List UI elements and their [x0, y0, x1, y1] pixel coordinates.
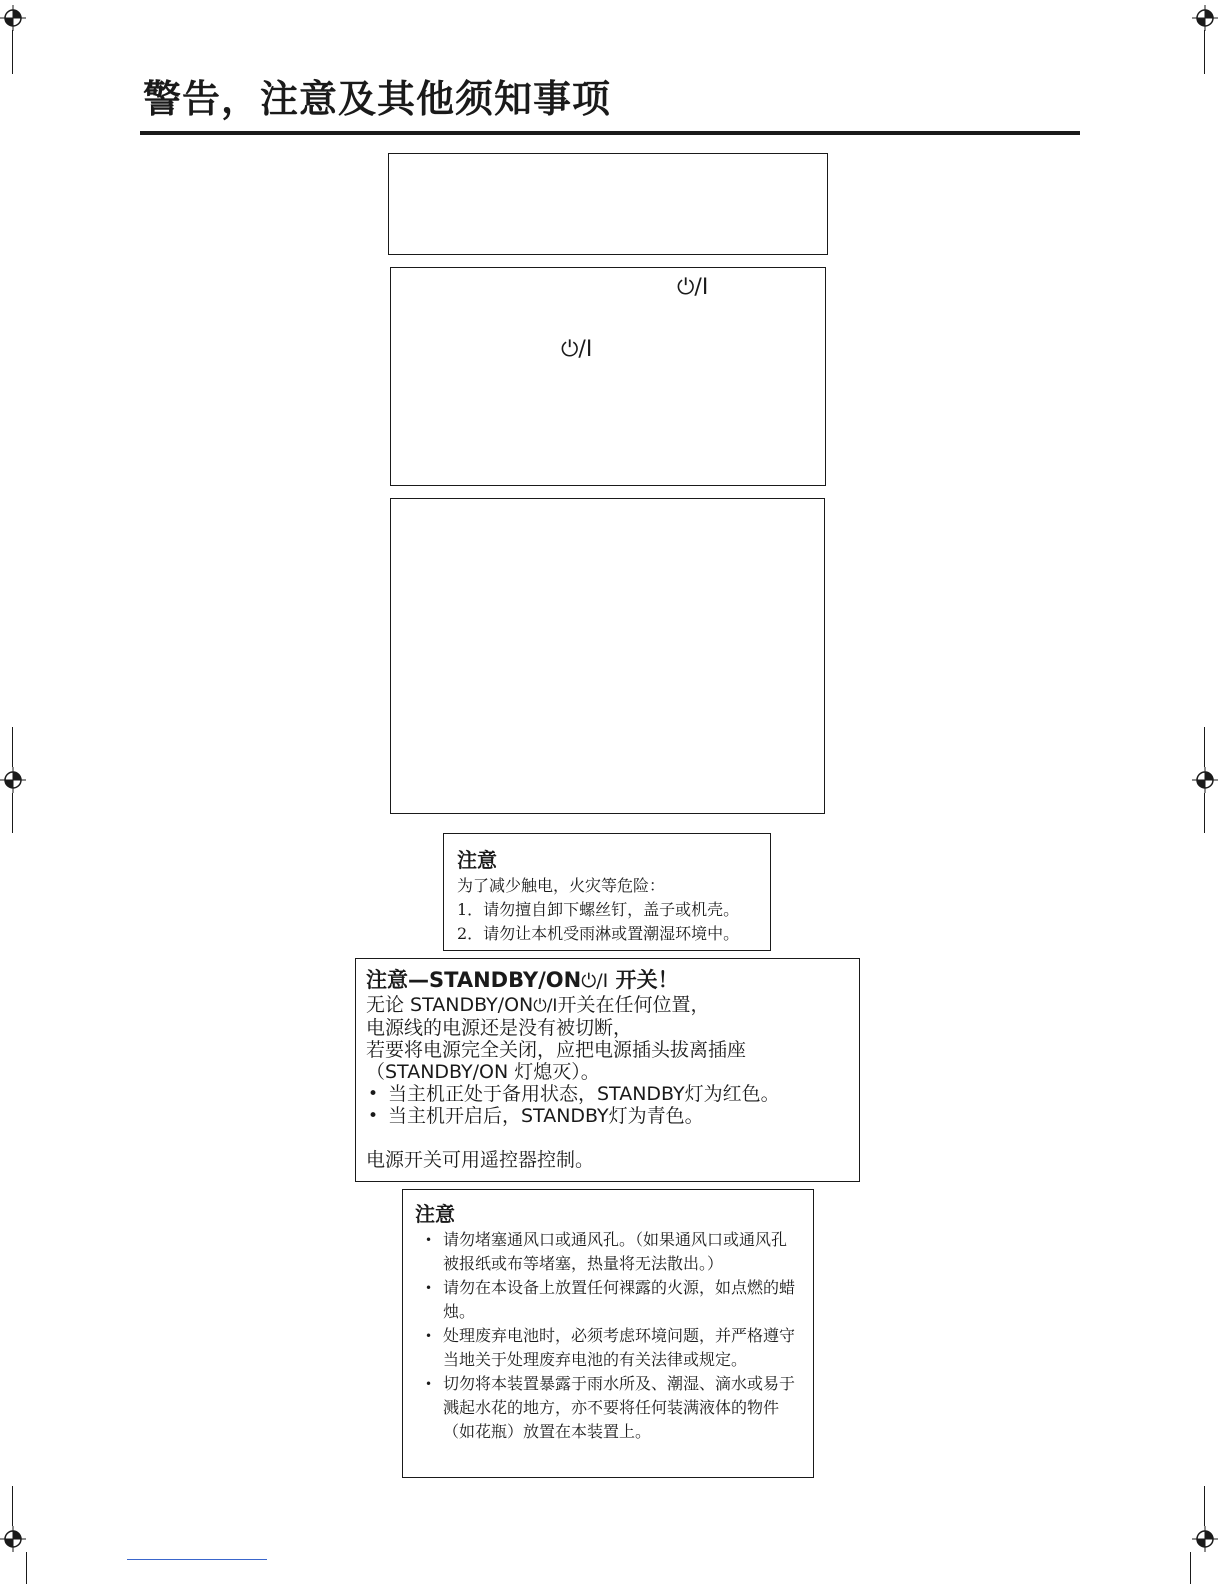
registration-mark-top-left	[0, 5, 26, 31]
caution-item: • 处理废弃电池时，必须考虑环境问题，并严格遵守当地关于处理废弃电池的有关法律或规定。	[415, 1324, 801, 1372]
power-symbol-icon: ⏻/I	[581, 970, 609, 992]
standby-line	[366, 994, 859, 1017]
standby-line: 电源线的电源还是没有被切断，	[366, 1017, 633, 1039]
page-title: 警告，注意及其他须知事项	[143, 77, 612, 121]
warning-box-2	[390, 267, 826, 486]
warning-box-1	[388, 153, 828, 255]
caution-box-shock	[443, 833, 771, 951]
crop-line	[1204, 727, 1205, 767]
crop-line	[12, 793, 13, 833]
crop-line	[1204, 30, 1205, 74]
registration-mark-mid-right	[1192, 767, 1218, 793]
registration-mark-bottom-left	[0, 1526, 26, 1552]
caution-list	[415, 1228, 801, 1444]
power-symbol-icon: ⏻/I	[561, 337, 593, 362]
crop-line	[12, 727, 13, 767]
registration-mark-top-right	[1192, 5, 1218, 31]
standby-bullet: • 当主机开启后，STANDBY灯为青色。	[366, 1105, 859, 1127]
title-rule	[140, 131, 1080, 135]
standby-bullet: • 当主机正处于备用状态，STANDBY灯为红色。	[366, 1083, 859, 1105]
crop-line	[12, 1486, 13, 1526]
registration-mark-bottom-right	[1192, 1526, 1218, 1552]
standby-heading-suffix: 开关！	[615, 968, 679, 992]
crop-line	[12, 30, 13, 74]
footer-line	[127, 1559, 267, 1560]
caution-box-ventilation	[402, 1189, 814, 1478]
caution-line: 1．请勿擅自卸下螺丝钉，盖子或机壳。	[457, 900, 740, 919]
crop-line	[26, 1552, 27, 1584]
crop-line	[1204, 793, 1205, 833]
standby-heading	[366, 967, 859, 994]
crop-line	[1204, 1486, 1205, 1526]
caution-line: 2．请勿让本机受雨淋或置潮湿环境中。	[457, 924, 740, 943]
standby-heading-prefix: 注意—STANDBY/ON	[366, 968, 582, 992]
standby-footer: 电源开关可用遥控器控制。	[366, 1149, 595, 1171]
registration-mark-mid-left	[0, 767, 26, 793]
caution-item: • 请勿在本设备上放置任何裸露的火源，如点燃的蜡烛。	[415, 1276, 801, 1324]
standby-line: （STANDBY/ON 灯熄灭）。	[366, 1061, 600, 1083]
standby-line1-suffix: 开关在任何位置，	[557, 994, 710, 1016]
caution-heading: 注意	[415, 1202, 455, 1226]
warning-box-3	[390, 498, 825, 814]
caution-item: • 请勿堵塞通风口或通风孔。（如果通风口或通风孔被报纸或布等堵塞，热量将无法散出。）	[415, 1228, 801, 1276]
standby-bullets	[366, 1083, 859, 1127]
caution-line: 为了减少触电，火灾等危险：	[457, 876, 666, 895]
caution-heading: 注意	[457, 848, 497, 872]
power-symbol-icon: ⏻/I	[677, 275, 709, 300]
standby-line1-prefix: 无论 STANDBY/ON	[366, 994, 534, 1016]
caution-box-standby	[355, 958, 860, 1182]
caution-item: • 切勿将本装置暴露于雨水所及、潮湿、滴水或易于溅起水花的地方，亦不要将任何装满液体的物件（如花瓶）放置在本装置上。	[415, 1372, 801, 1444]
crop-line	[1190, 1552, 1191, 1584]
standby-line: 若要将电源完全关闭，应把电源插头拔离插座	[366, 1039, 747, 1061]
power-symbol-icon: ⏻/I	[533, 996, 558, 1016]
